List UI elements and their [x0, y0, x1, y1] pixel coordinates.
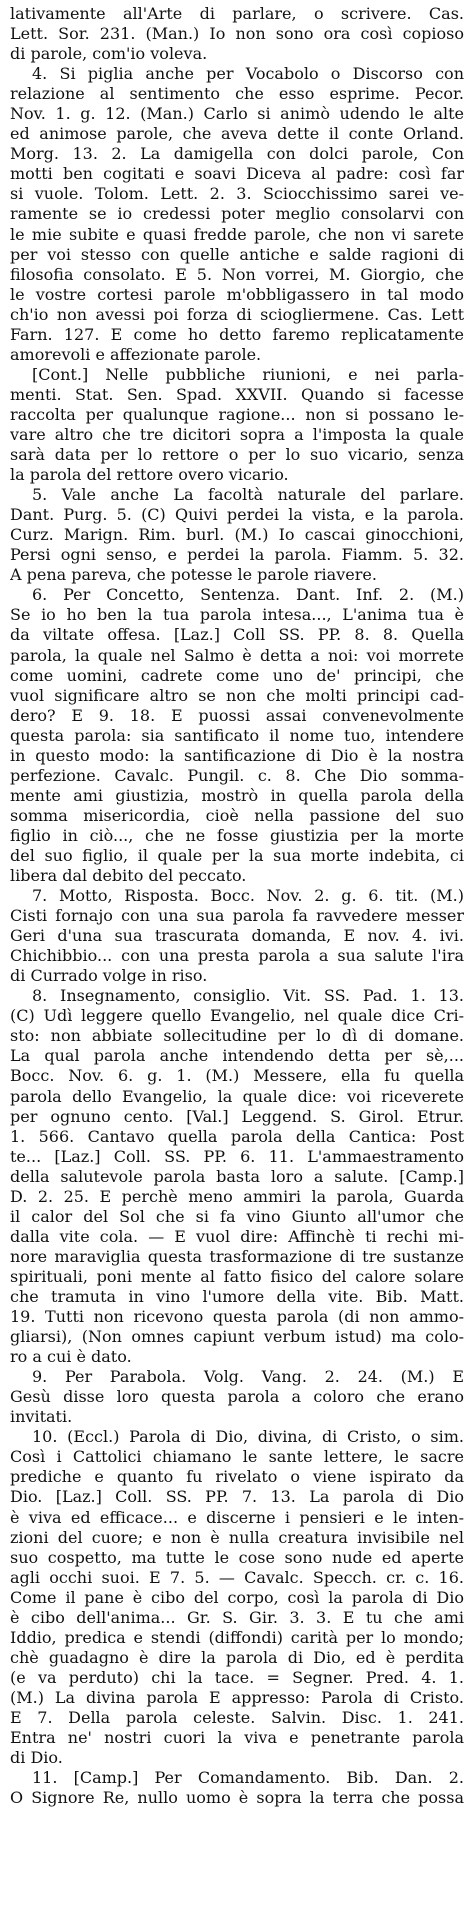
text-line: è cibo dell'anima... Gr. S. Gir. 3. 3. E tu che ami — [10, 1607, 464, 1627]
text-line: questa parola: sia santificato il nome tuo, intendere — [10, 725, 464, 745]
text-line: 10. (Eccl.) Parola di Dio, divina, di Cristo, o sim. — [32, 1427, 464, 1447]
text-line: ed animose parole, che aveva dette il conte Orland. — [10, 124, 464, 144]
text-line: di parole, com'io voleva. — [10, 44, 208, 64]
text-line: zioni del cuore; e non è nulla creatura invisibile nel — [10, 1527, 464, 1547]
text-line: dero? E 9. 18. E puossi assai convenevolmente — [10, 705, 464, 725]
text-line: menti. Stat. Sen. Spad. XXVII. Quando si facesse — [10, 384, 464, 404]
text-line: prediche e quanto fu rivelato o viene ispirato da — [10, 1467, 464, 1487]
text-line: Così i Cattolici chiamano le sante lettere, le sacre — [10, 1447, 464, 1467]
text-line: Se io ho ben la tua parola intesa..., L'anima tua è — [10, 605, 464, 625]
text-line: te... [Laz.] Coll. SS. PP. 6. 11. L'ammaestramento — [10, 1146, 464, 1166]
text-line: le mie subite e quasi fredde parole, che non vi sarete — [10, 224, 464, 244]
text-line: della salutevole parola basta loro a salute. [Camp.] — [10, 1166, 464, 1186]
text-line: 19. Tutti non ricevono questa parola (di non ammo- — [10, 1307, 464, 1327]
text-line: E 7. Della parola celeste. Salvin. Disc. 1. 241. — [10, 1707, 464, 1727]
text-line: ro a cui è dato. — [10, 1347, 132, 1367]
text-line: da viltate offesa. [Laz.] Coll SS. PP. 8. 8. Quella — [10, 625, 464, 645]
text-line: 5. Vale anche La facoltà naturale del parlare. — [32, 485, 464, 505]
text-line: ch'io non avessi poi forza di sciogliermene. Cas. Lett — [10, 304, 464, 324]
text-line: Iddio, predica e stendi (diffondi) carità per lo mondo; — [10, 1627, 464, 1647]
text-line: Persi ogni senso, e perdei la parola. Fiamm. 5. 32. — [10, 545, 464, 565]
text-line: per voi stesso con quelle antiche e salde ragioni di — [10, 244, 464, 264]
text-line: chè guadagno è dire la parola di Dio, ed è perdita — [10, 1647, 464, 1667]
text-line: O Signore Re, nullo uomo è sopra la terra che possa — [10, 1788, 464, 1808]
text-line: Dant. Purg. 5. (C) Quivi perdei la vista, e la parola. — [10, 505, 464, 525]
text-line: parola, la quale nel Salmo è detta a noi: voi morrete — [10, 645, 464, 665]
text-line: ramente se io credessi poter meglio consolarvi con — [10, 204, 464, 224]
text-line: di Dio. — [10, 1748, 63, 1768]
text-line: 11. [Camp.] Per Comandamento. Bib. Dan. 2. — [32, 1768, 464, 1788]
text-line: Bocc. Nov. 6. g. 1. (M.) Messere, ella fu quella — [10, 1066, 464, 1086]
text-line: (M.) La divina parola E appresso: Parola di Cristo. — [10, 1687, 464, 1707]
text-line: libera dal debito del peccato. — [10, 866, 247, 886]
text-line: vuol significare altro se non che molti principi cad- — [10, 685, 464, 705]
text-line: Entra ne' nostri cuori la viva e penetrante parola — [10, 1728, 464, 1748]
text-line: Geri d'una sua trascurata domanda, E nov. 4. ivi. — [10, 926, 464, 946]
text-line: 7. Motto, Risposta. Bocc. Nov. 2. g. 6. tit. (M.) — [32, 886, 464, 906]
text-line: somma misericordia, cioè nella passione del suo — [10, 805, 464, 825]
text-line: amorevoli e affezionate parole. — [10, 344, 262, 364]
text-line: Farn. 127. E come ho detto faremo replicatamente — [10, 324, 464, 344]
text-line: filosofia consolato. E 5. Non vorrei, M. Giorgio, che — [10, 264, 464, 284]
text-line: la parola del rettore overo vicario. — [10, 465, 289, 485]
text-line: (C) Udì leggere quello Evangelio, nel quale dice Cri- — [10, 1006, 464, 1026]
text-line: relazione al sentimento che esso esprime. Pecor. — [10, 84, 464, 104]
text-line: gliarsi), (Non omnes capiunt verbum istud) ma colo- — [10, 1327, 464, 1347]
text-line: Curz. Marign. Rim. burl. (M.) Io cascai ginocchioni, — [10, 525, 464, 545]
text-line: Come il pane è cibo del corpo, così la parola di Dio — [10, 1587, 464, 1607]
text-line: vare altro che tre dicitori sopra a l'imposta la quale — [10, 424, 464, 444]
text-line: D. 2. 25. E perchè meno ammiri la parola, Guarda — [10, 1186, 464, 1206]
text-line: (e va perduto) chi la tace. = Segner. Pred. 4. 1. — [10, 1667, 464, 1687]
text-line: Lett. Sor. 231. (Man.) Io non sono ora così copioso — [10, 24, 464, 44]
text-line: Nov. 1. g. 12. (Man.) Carlo si animò udendo le alte — [10, 104, 464, 124]
text-line: di Currado volge in riso. — [10, 966, 208, 986]
text-line: A pena pareva, che potesse le parole riavere. — [10, 565, 377, 585]
text-line: figlio in ciò..., che ne fosse giustizia per la morte — [10, 825, 464, 845]
text-line: raccolta per qualunque ragione... non si possano le- — [10, 404, 464, 424]
text-line: Dio. [Laz.] Coll. SS. PP. 7. 13. La parola di Dio — [10, 1487, 464, 1507]
text-line: La qual parola anche intendendo detta per sè,... — [10, 1046, 464, 1066]
text-line: spirituali, poni mente al fatto fisico del calore solare — [10, 1266, 464, 1286]
text-line: che tramuta in vino l'umore della vite. Bib. Matt. — [10, 1287, 464, 1306]
text-line: per ognuno cento. [Val.] Leggend. S. Girol. Etrur. — [10, 1106, 464, 1126]
text-line: Gesù disse loro questa parola a coloro che erano — [10, 1387, 464, 1407]
text-line: è viva ed efficace... e discerne i pensieri e le inten- — [10, 1507, 464, 1527]
text-line: il calor del Sol che si fa vino Giunto all'umor che — [10, 1206, 464, 1226]
text-line: parola dello Evangelio, la quale dice: voi riceverete — [10, 1086, 464, 1106]
text-line: Morg. 13. 2. La damigella con dolci parole, Con — [10, 144, 464, 164]
text-line: Chichibbio... con una presta parola a sua salute l'ira — [10, 946, 464, 966]
text-line: 1. 566. Cantavo quella parola della Cantica: Post — [10, 1126, 464, 1146]
text-line: perfezione. Cavalc. Pungil. c. 8. Che Dio somma- — [10, 765, 464, 785]
text-line: 9. Per Parabola. Volg. Vang. 2. 24. (M.) E — [32, 1367, 464, 1387]
text-line: Cisti fornajo con una sua parola fa ravvedere messer — [10, 906, 464, 926]
text-line: del suo figlio, il quale per la sua morte indebita, ci — [10, 845, 464, 865]
text-line: sto: non abbiate sollecitudine per lo dì di domane. — [10, 1026, 464, 1046]
text-line: suo cospetto, ma tutte le cose sono nude ed aperte — [10, 1547, 464, 1567]
text-line: in questo modo: la santificazione di Dio è la nostra — [10, 745, 464, 765]
text-line: 4. Si piglia anche per Vocabolo o Discorso con — [32, 64, 464, 84]
text-line: invitati. — [10, 1407, 73, 1427]
text-line: [Cont.] Nelle pubbliche riunioni, e nei parla- — [32, 364, 464, 384]
text-line: mente ami giustizia, mostrò in quella parola della — [10, 785, 464, 805]
text-line: dalla vite cola. — E vuol dire: Affinchè ti rechi mi- — [10, 1226, 464, 1246]
text-line: agli occhi suoi. E 7. 5. — Cavalc. Specch. cr. c. 16. — [10, 1567, 464, 1587]
text-line: sarà data per lo rettore o per lo suo vicario, senza — [10, 445, 464, 465]
text-line: come uomini, cadrete come uno de' principi, che — [10, 665, 464, 685]
text-line: 8. Insegnamento, consiglio. Vit. SS. Pad. 1. 13. — [32, 986, 464, 1006]
text-line: lativamente all'Arte di parlare, o scrivere. Cas. — [10, 4, 464, 23]
text-line: le vostre cortesi parole m'obbligassero in tal modo — [10, 284, 464, 304]
text-line: motti ben cogitati e soavi Diceva al padre: così far — [10, 164, 464, 184]
text-line: 6. Per Concetto, Sentenza. Dant. Inf. 2. (M.) — [32, 585, 464, 605]
text-line: si vuole. Tolom. Lett. 2. 3. Sciocchissimo sarei ve- — [10, 184, 464, 204]
text-line: nore maraviglia questa trasformazione di tre sustanze — [10, 1246, 464, 1266]
